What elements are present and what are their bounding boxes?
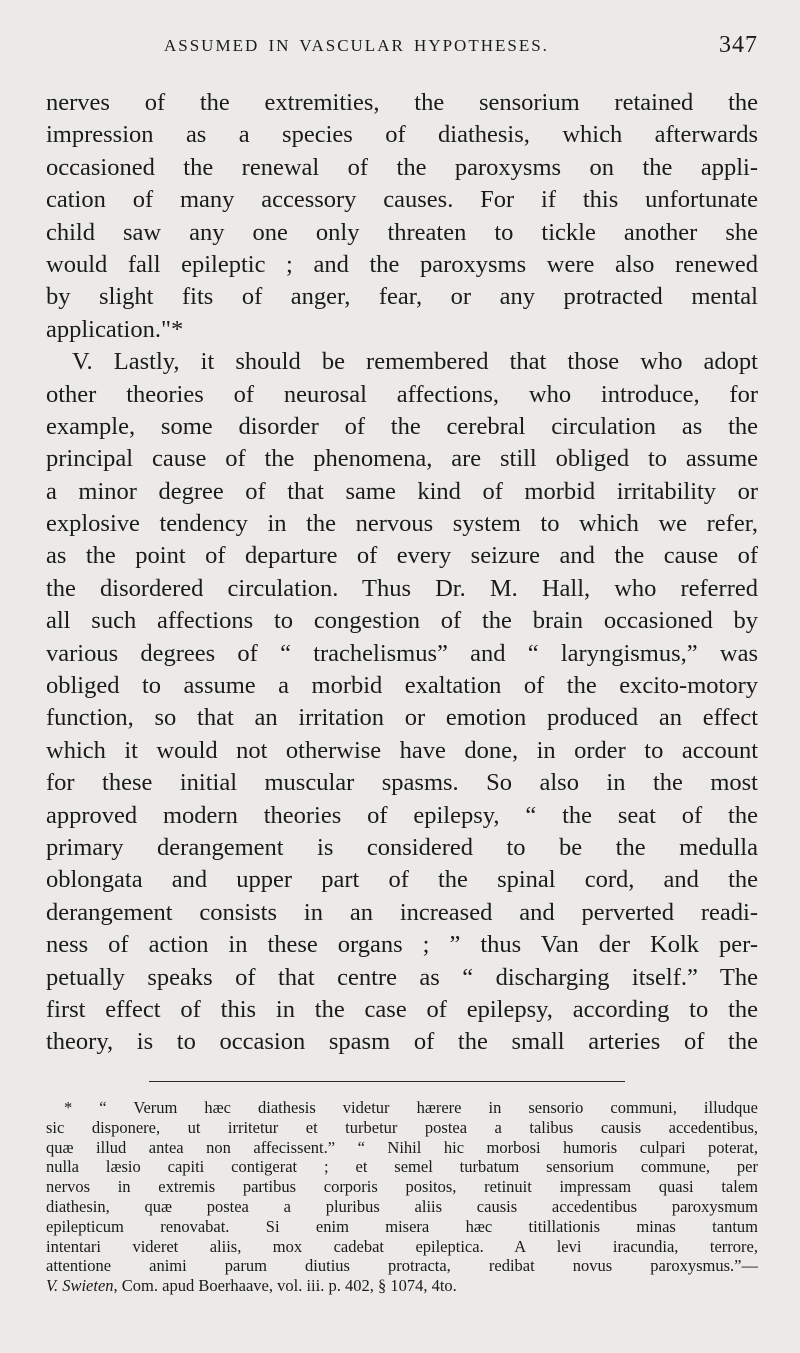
page-number: 347 bbox=[719, 32, 758, 58]
citation-author: V. Swieten bbox=[46, 1276, 114, 1296]
body-line-paragraph-end: application."* bbox=[46, 315, 184, 343]
footnote-citation: V. Swieten, Com. apud Boerhaave, vol. iii. p. 402, § 1074, 4to. bbox=[46, 1276, 457, 1296]
page-header bbox=[46, 32, 758, 62]
running-head: ASSUMED IN VASCULAR HYPOTHESES. bbox=[164, 36, 549, 55]
body-line: derangement consists in an increased and perverted readi- bbox=[46, 898, 758, 926]
body-line: obliged to assume a morbid exaltation of the excito-motory bbox=[46, 672, 758, 700]
body-line-paragraph-start: V. Lastly, it should be remembered that those who adopt bbox=[72, 348, 758, 376]
body-line: for these initial muscular spasms. So also in the most bbox=[46, 769, 758, 797]
body-line: the disordered circulation. Thus Dr. M. Hall, who referred bbox=[46, 574, 758, 602]
body-line: which it would not otherwise have done, in order to account bbox=[46, 736, 758, 764]
footnote-divider bbox=[149, 1081, 625, 1082]
body-line: primary derangement is considered to be the medulla bbox=[46, 833, 758, 861]
body-line: by slight fits of anger, fear, or any protracted mental bbox=[46, 283, 758, 311]
body-line: example, some disorder of the cerebral circulation as the bbox=[46, 412, 758, 440]
body-line: oblongata and upper part of the spinal cord, and the bbox=[46, 866, 758, 894]
footnote-line: nervos in extremis partibus corporis positos, retinuit impressam quasi talem bbox=[46, 1177, 758, 1197]
body-line: petually speaks of that centre as “ discharging itself.” The bbox=[46, 963, 758, 991]
footnote-line: * “ Verum hæc diathesis videtur hærere in sensorio communi, illudque bbox=[64, 1098, 758, 1117]
footnote-line: quæ illud antea non affecissent.” “ Nihil hic morbosi humoris culpari poterat, bbox=[46, 1137, 758, 1157]
footnote-line: diathesin, quæ postea a pluribus aliis causis accedentibus paroxysmum bbox=[46, 1196, 758, 1216]
body-line: other theories of neurosal affections, who introduce, for bbox=[46, 380, 758, 408]
body-line: theory, is to occasion spasm of the small arteries of the bbox=[46, 1028, 758, 1056]
body-line: as the point of departure of every seizure and the cause of bbox=[46, 542, 758, 570]
body-line: impression as a species of diathesis, which afterwards bbox=[46, 121, 758, 149]
footnote bbox=[46, 1098, 758, 1296]
body-line: all such affections to congestion of the brain occasioned by bbox=[46, 607, 758, 635]
body-line: explosive tendency in the nervous system to which we refer, bbox=[46, 510, 758, 538]
body-line: child saw any one only threaten to tickle another she bbox=[46, 218, 758, 246]
footnote-line: sic disponere, ut irritetur et turbetur postea a talibus causis accedentibus, bbox=[46, 1117, 758, 1137]
body-line: cation of many accessory causes. For if this unfortunate bbox=[46, 186, 758, 214]
body-line: a minor degree of that same kind of morbid irritability or bbox=[46, 477, 758, 505]
body-line: function, so that an irritation or emotion produced an effect bbox=[46, 704, 758, 732]
body-line: various degrees of “ trachelismus” and “ laryngismus,” was bbox=[46, 639, 758, 667]
footnote-line: epilepticum renovabat. Si enim misera hæc titillationis minas tantum bbox=[46, 1216, 758, 1236]
body-line: approved modern theories of epilepsy, “ the seat of the bbox=[46, 801, 758, 829]
footnote-line: intentari videret aliis, mox cadebat epileptica. A levi iracundia, terrore, bbox=[46, 1236, 758, 1256]
body-line: would fall epileptic ; and the paroxysms were also renewed bbox=[46, 250, 758, 278]
body-line: principal cause of the phenomena, are still obliged to assume bbox=[46, 445, 758, 473]
body-line: ness of action in these organs ; ” thus Van der Kolk per- bbox=[46, 931, 758, 959]
body-line: nerves of the extremities, the sensorium retained the bbox=[46, 89, 758, 116]
footnote-line: attentione animi parum diutius protracta, redibat novus paroxysmus.”— bbox=[46, 1256, 758, 1276]
body-text bbox=[46, 87, 758, 1059]
body-line: first effect of this in the case of epilepsy, according to the bbox=[46, 995, 758, 1023]
footnote-line: nulla læsio capiti contigerat ; et semel turbatum sensorium commune, per bbox=[46, 1157, 758, 1177]
body-line: occasioned the renewal of the paroxysms on the appli- bbox=[46, 153, 758, 181]
